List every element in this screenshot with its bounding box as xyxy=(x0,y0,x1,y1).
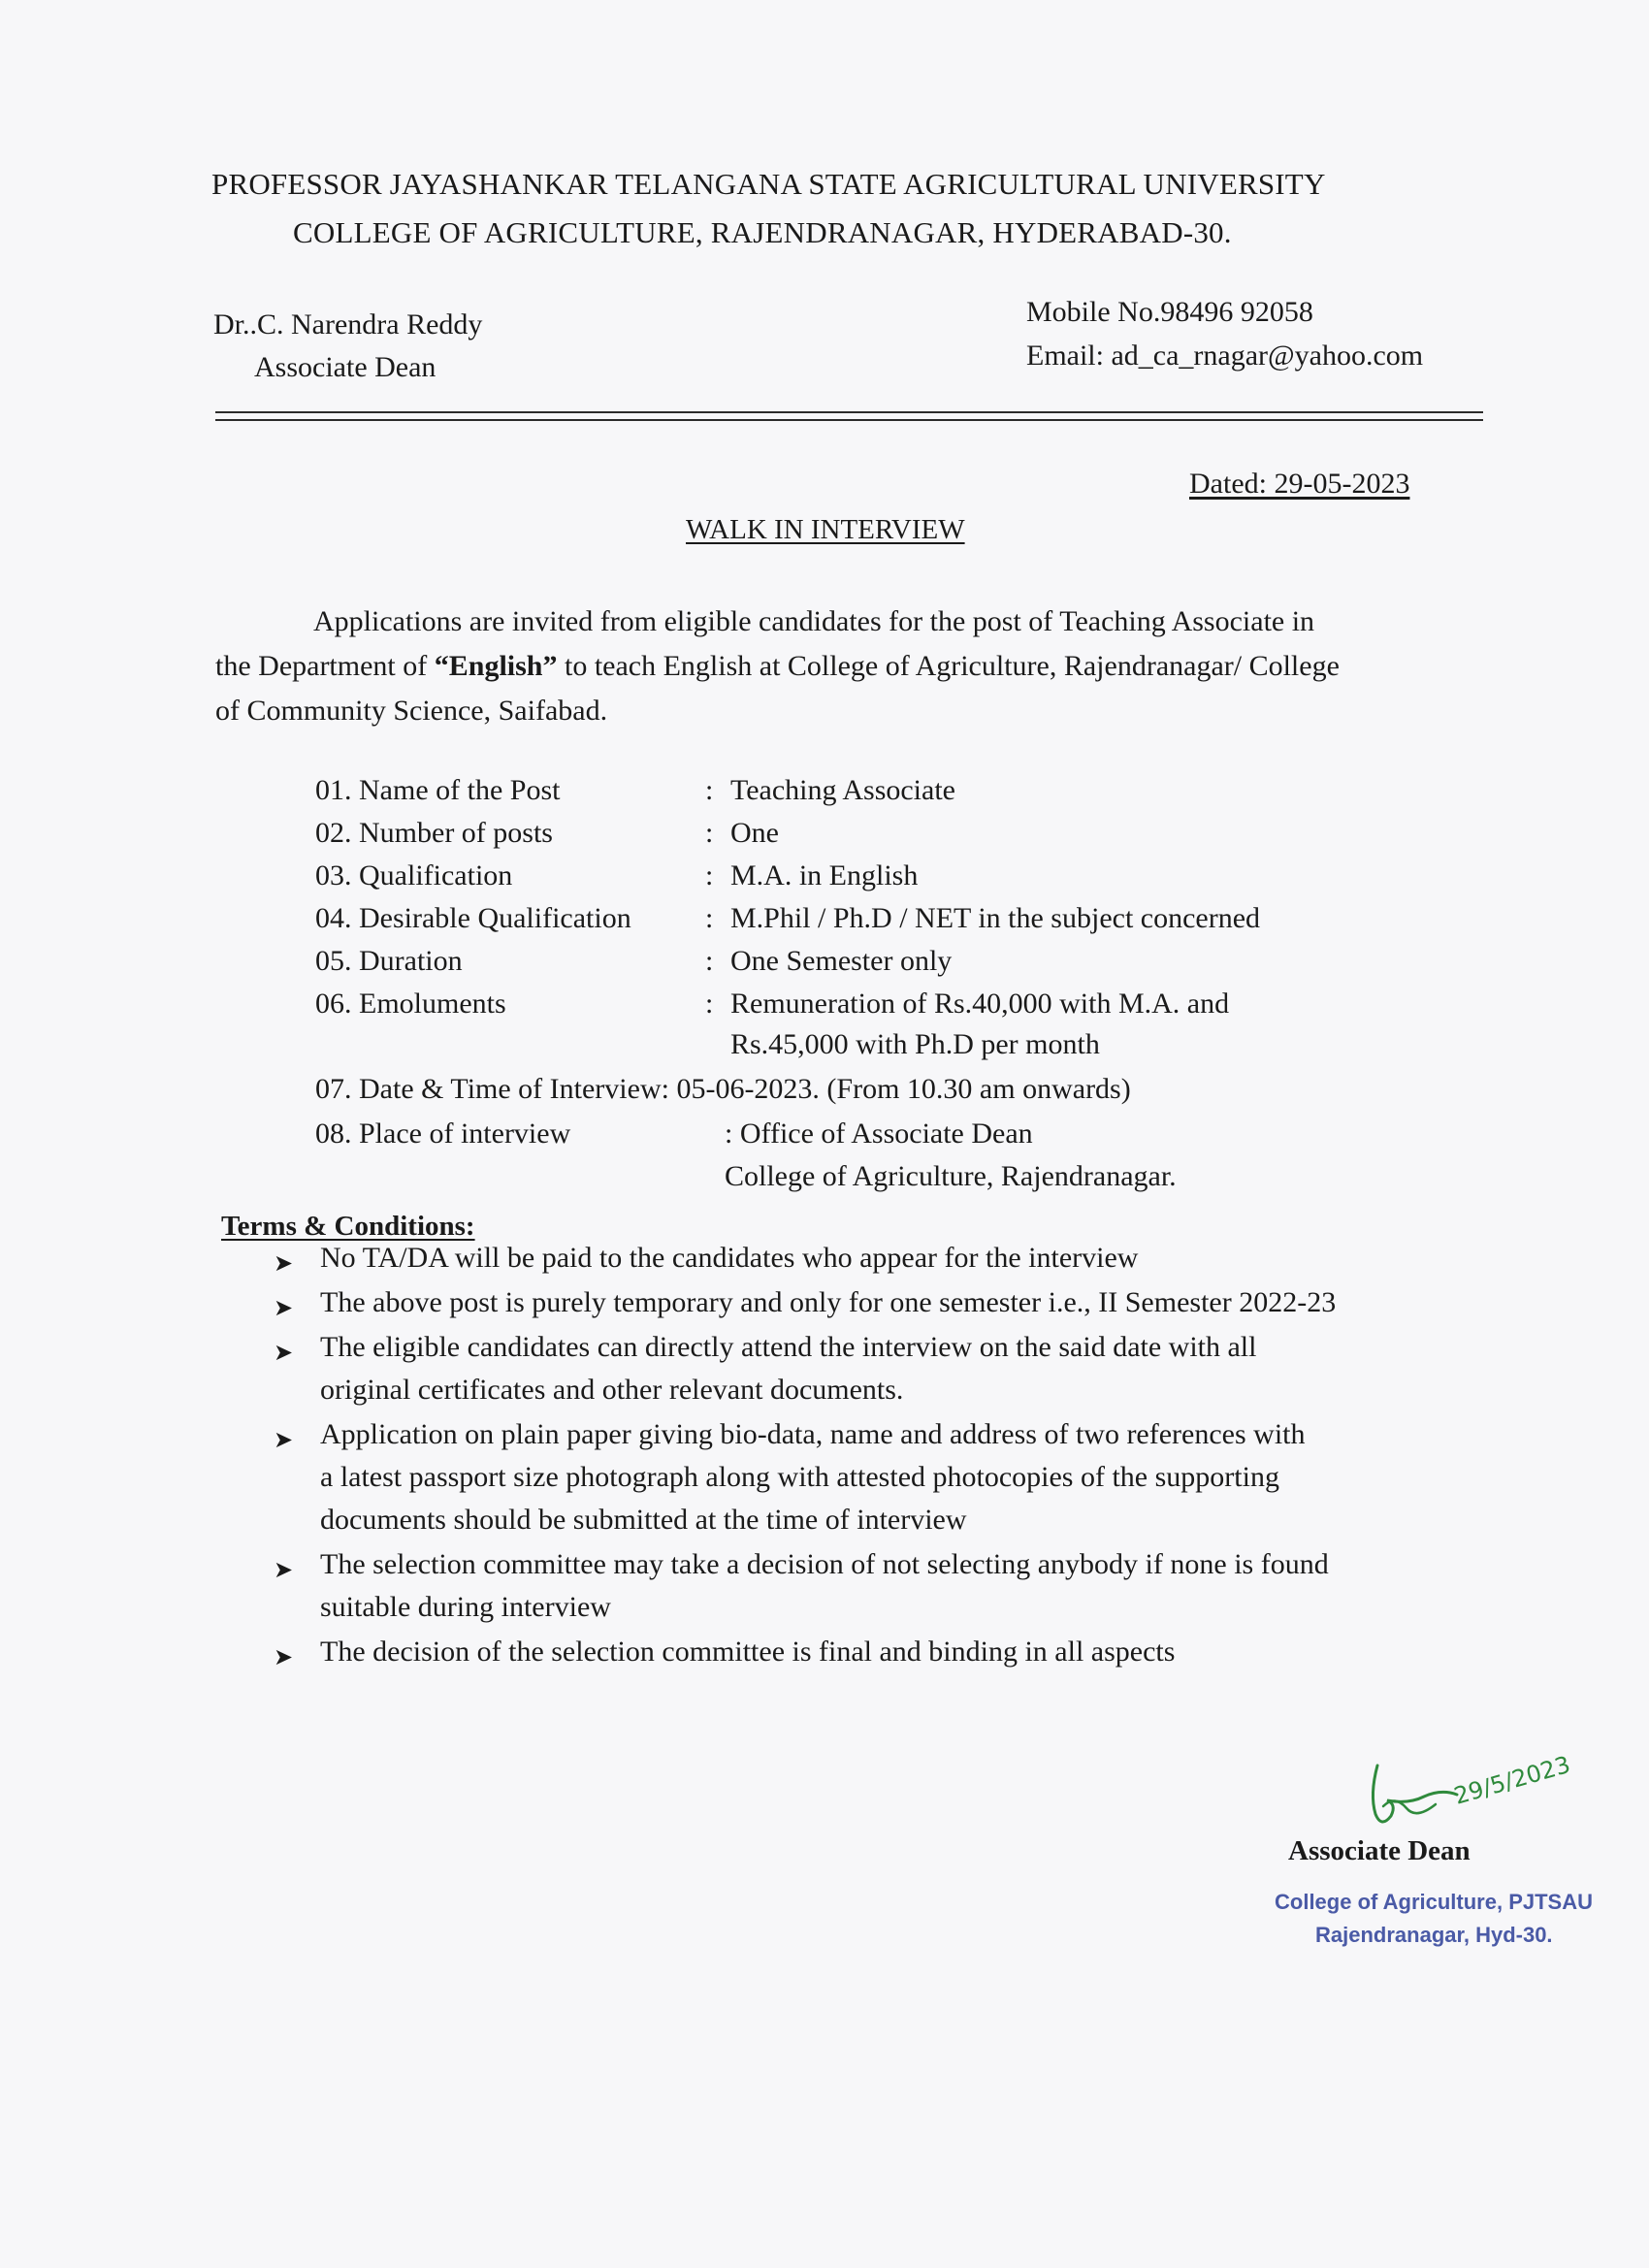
detail-row: 08. Place of interview : Office of Associate Dean xyxy=(315,1118,1033,1150)
detail-row: 06. Emoluments : Remuneration of Rs.40,000 with M.A. and xyxy=(315,988,1230,1020)
terms-item: Application on plain paper giving bio-data, name and address of two references with xyxy=(320,1418,1306,1450)
university-name: PROFESSOR JAYASHANKAR TELANGANA STATE AGRICULTURAL UNIVERSITY xyxy=(211,167,1326,201)
detail-row: 04. Desirable Qualification : M.Phil / Ph.D / NET in the subject concerned xyxy=(315,902,1261,934)
college-name: COLLEGE OF AGRICULTURE, RAJENDRANAGAR, HYDERABAD-30. xyxy=(293,215,1232,249)
detail-row: 01. Name of the Post : Teaching Associate xyxy=(315,774,955,806)
signatory-title: Associate Dean xyxy=(1288,1835,1471,1866)
terms-item: The above post is purely temporary and only for one semester i.e., II Semester 2022-23 xyxy=(320,1286,1337,1318)
handwritten-signature xyxy=(1348,1736,1581,1843)
terms-heading: Terms & Conditions: xyxy=(221,1211,475,1242)
intro-line-1: Applications are invited from eligible candidates for the post of Teaching Associate in xyxy=(313,605,1315,637)
terms-item-continuation: suitable during interview xyxy=(320,1591,611,1623)
arrow-bullet-icon: ➤ xyxy=(274,1645,294,1670)
terms-item-continuation: documents should be submitted at the time of interview xyxy=(320,1504,967,1536)
arrow-bullet-icon: ➤ xyxy=(274,1428,294,1453)
arrow-bullet-icon: ➤ xyxy=(274,1251,294,1277)
terms-item: No TA/DA will be paid to the candidates who appear for the interview xyxy=(320,1242,1139,1274)
terms-item: The decision of the selection committee is final and binding in all aspects xyxy=(320,1636,1176,1668)
mobile-number: Mobile No.98496 92058 xyxy=(1026,296,1313,328)
header-rule-top xyxy=(215,411,1483,413)
terms-item: The eligible candidates can directly attend the interview on the said date with all xyxy=(320,1331,1257,1363)
arrow-bullet-icon: ➤ xyxy=(274,1341,294,1366)
detail-row-continuation: College of Agriculture, Rajendranagar. xyxy=(725,1160,1177,1192)
terms-item-continuation: original certificates and other relevant documents. xyxy=(320,1374,904,1406)
arrow-bullet-icon: ➤ xyxy=(274,1296,294,1321)
detail-row: 03. Qualification : M.A. in English xyxy=(315,859,919,891)
header-rule-bottom xyxy=(215,419,1483,421)
terms-item: The selection committee may take a decision of not selecting anybody if none is found xyxy=(320,1548,1329,1580)
arrow-bullet-icon: ➤ xyxy=(274,1558,294,1583)
email-address: Email: ad_ca_rnagar@yahoo.com xyxy=(1026,340,1424,372)
page-title: WALK IN INTERVIEW xyxy=(686,514,965,545)
stamp-line-2: Rajendranagar, Hyd-30. xyxy=(1315,1923,1553,1947)
stamp-line-1: College of Agriculture, PJTSAU xyxy=(1275,1890,1594,1914)
sender-name: Dr..C. Narendra Reddy xyxy=(213,308,483,340)
intro-line-2: the Department of “English” to teach English at College of Agriculture, Rajendranagar/ College xyxy=(215,650,1340,682)
detail-row: 02. Number of posts : One xyxy=(315,817,779,849)
dated: Dated: 29-05-2023 xyxy=(1189,468,1410,500)
terms-item-continuation: a latest passport size photograph along with attested photocopies of the supporting xyxy=(320,1461,1279,1493)
sender-title: Associate Dean xyxy=(254,351,436,383)
detail-row: 07. Date & Time of Interview: 05-06-2023. (From 10.30 am onwards) xyxy=(315,1073,1131,1105)
detail-row: 05. Duration : One Semester only xyxy=(315,945,953,977)
signature-date: 29/5/2023 xyxy=(1450,1750,1573,1810)
detail-row-continuation: Rs.45,000 with Ph.D per month xyxy=(730,1028,1100,1060)
intro-line-3: of Community Science, Saifabad. xyxy=(215,695,608,727)
